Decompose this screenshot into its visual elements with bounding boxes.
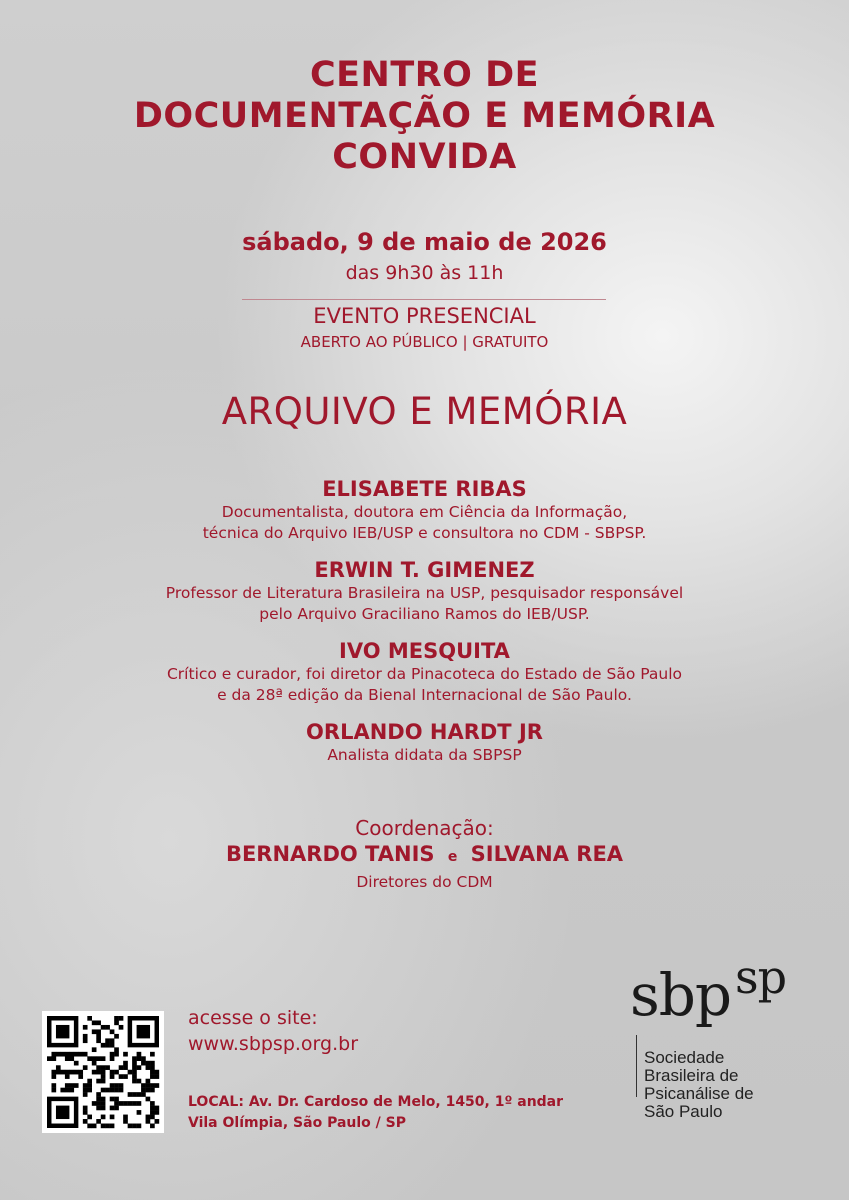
speaker-desc-line-2: pelo Arquivo Graciliano Ramos do IEB/USP. [259, 605, 590, 623]
location-line-2: Vila Olímpia, São Paulo / SP [188, 1115, 406, 1131]
coordinator-name-1: BERNARDO TANIS [225, 842, 435, 866]
title-line-1: CENTRO DE [309, 55, 540, 95]
event-date: sábado, 9 de maio de 2026 [242, 228, 607, 256]
site-url[interactable]: www.sbpsp.org.br [188, 1033, 359, 1055]
speaker-desc-line-1: Crítico e curador, foi diretor da Pinacoteca do Estado de São Paulo [166, 665, 682, 683]
speaker-list [0, 476, 849, 779]
speaker-item [0, 638, 849, 706]
speaker-name: ORLANDO HARDT JR [306, 720, 543, 744]
title-line-3: CONVIDA [332, 137, 517, 177]
speaker-desc-line-1: Analista didata da SBPSP [327, 746, 522, 764]
speaker-item [0, 557, 849, 625]
speaker-item [0, 476, 849, 544]
speaker-name: ELISABETE RIBAS [322, 477, 527, 501]
event-mode: EVENTO PRESENCIAL [313, 304, 536, 328]
coordinator-name-2: SILVANA REA [470, 842, 624, 866]
location-line-1: LOCAL: Av. Dr. Cardoso de Melo, 1450, 1º andar [188, 1094, 564, 1110]
speaker-desc-line-1: Documentalista, doutora em Ciência da Informação, [221, 503, 628, 521]
site-block [188, 1005, 358, 1057]
speaker-desc-line-1: Professor de Literatura Brasileira na USP, pesquisador responsável [165, 584, 684, 602]
speaker-item [0, 719, 849, 766]
speaker-name: ERWIN T. GIMENEZ [314, 558, 535, 582]
invitation-title [0, 55, 849, 178]
sbpsp-logo [630, 950, 787, 1121]
logo-caption-line-3: Psicanálise de [644, 1084, 754, 1103]
speaker-desc-line-2: técnica do Arquivo IEB/USP e consultora no CDM - SBPSP. [202, 524, 647, 542]
speaker-desc-line-2: e da 28ª edição da Bienal Internacional de São Paulo. [217, 686, 632, 704]
location-block [188, 1092, 563, 1134]
coordinator-conjunction: e [447, 849, 458, 865]
title-line-2: DOCUMENTAÇÃO E MEMÓRIA [133, 96, 716, 136]
event-time: das 9h30 às 11h [345, 262, 504, 284]
divider [242, 299, 606, 300]
coordination-label: Coordenação: [355, 816, 494, 840]
logo-caption [644, 1049, 844, 1121]
logo-wordmark [630, 950, 787, 1029]
logo-caption-line-4: São Paulo [644, 1102, 723, 1121]
coordination-names [0, 841, 849, 871]
coordination [0, 815, 849, 893]
logo-divider [636, 1035, 637, 1097]
logo-caption-line-2: Brasileira de [644, 1066, 739, 1085]
event-access: ABERTO AO PÚBLICO | GRATUITO [300, 333, 549, 351]
site-label: acesse o site: [188, 1007, 318, 1029]
logo-caption-line-1: Sociedade [644, 1048, 725, 1067]
coordination-role: Diretores do CDM [356, 873, 493, 891]
speaker-name: IVO MESQUITA [339, 639, 510, 663]
qr-code-icon[interactable] [42, 1011, 164, 1133]
qr-code-graphic [42, 1011, 164, 1133]
event-theme: ARQUIVO E MEMÓRIA [221, 390, 628, 433]
logo-sup-text: sp [735, 950, 787, 1004]
logo-main-text: sbp [630, 961, 732, 1029]
